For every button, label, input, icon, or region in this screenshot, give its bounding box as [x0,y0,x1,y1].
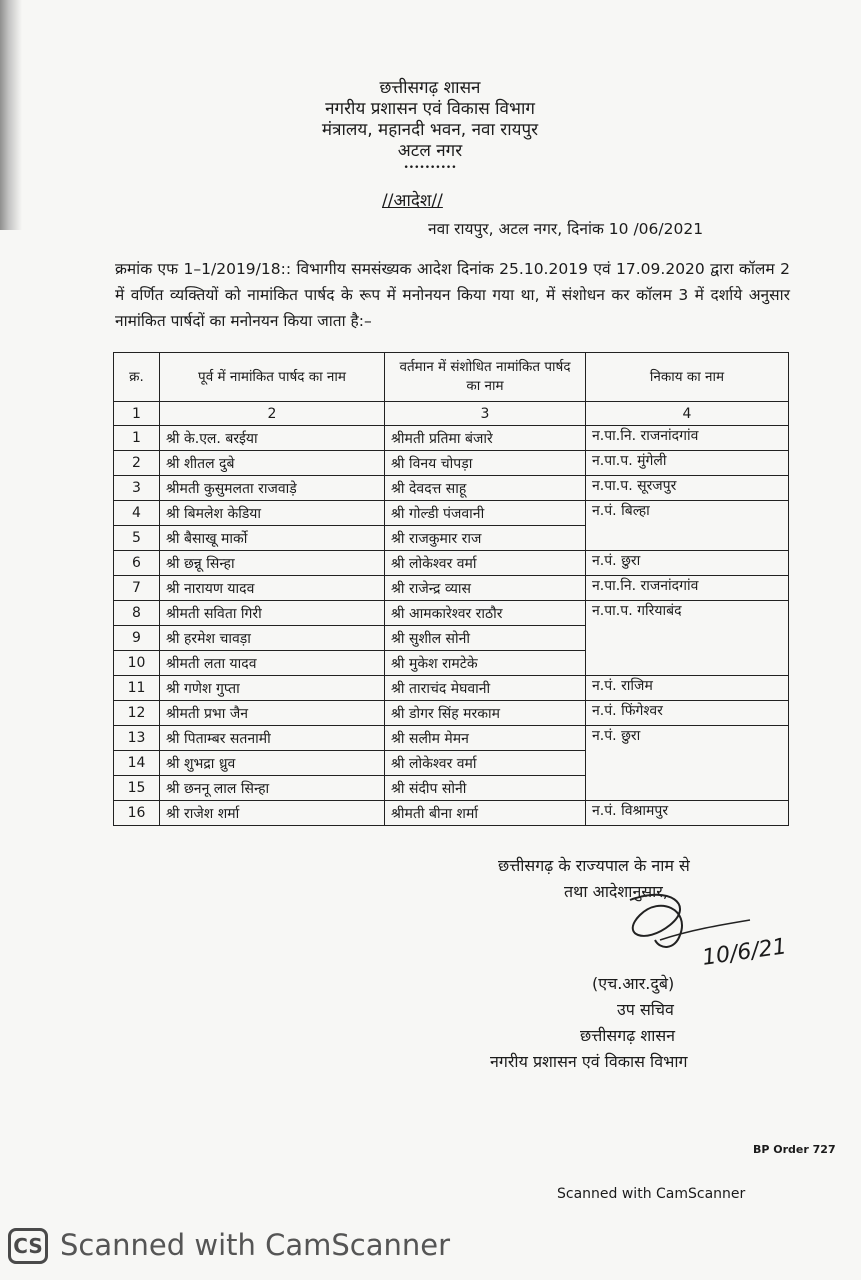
row-current-councillor: श्री ताराचंद मेघवानी [385,676,586,701]
row-previous-councillor: श्रीमती प्रभा जैन [160,701,385,726]
table-row [114,801,789,826]
signatory-government: छत्तीसगढ़ शासन [580,1026,676,1045]
row-current-councillor: श्री सुशील सोनी [385,626,586,651]
row-current-councillor: श्रीमती प्रतिमा बंजारे [385,426,586,451]
row-local-body: न.पा.नि. राजनांदगांव [586,426,789,451]
row-previous-councillor: श्रीमती लता यादव [160,651,385,676]
row-previous-councillor: श्री नारायण यादव [160,576,385,601]
header-block [230,78,630,174]
row-local-body: न.पं. विश्रामपुर [586,801,789,826]
row-current-councillor: श्री राजेन्द्र व्यास [385,576,586,601]
nominations-table [113,352,789,826]
table-row [114,676,789,701]
header-ministry: मंत्रालय, महानदी भवन, नवा रायपुर [321,120,539,140]
row-local-body: न.पं. छुरा [586,551,789,576]
row-previous-councillor: श्री छन्नू सिन्हा [160,551,385,576]
row-sno: 12 [114,701,160,726]
camscanner-watermark: Scanned with CamScanner [60,1228,451,1262]
row-current-councillor: श्री देवदत्त साहू [385,476,586,501]
row-sno: 3 [114,476,160,501]
signature-authority: छत्तीसगढ़ के राज्यपाल के नाम से [498,856,690,875]
row-sno: 2 [114,451,160,476]
row-previous-councillor: श्री शीतल दुबे [160,451,385,476]
row-previous-councillor: श्री पिताम्बर सतनामी [160,726,385,751]
table-row [114,501,789,526]
row-current-councillor: श्री गोल्डी पंजवानी [385,501,586,526]
row-sno: 16 [114,801,160,826]
signatory-name: (एच.आर.दुबे) [592,974,675,993]
row-previous-councillor: श्रीमती कुसुमलता राजवाड़े [160,476,385,501]
colnum-2: 2 [160,402,385,426]
row-current-councillor: श्री मुकेश रामटेके [385,651,586,676]
row-previous-councillor: श्री हरमेश चावड़ा [160,626,385,651]
row-sno: 6 [114,551,160,576]
row-current-councillor: श्री लोकेश्वर वर्मा [385,751,586,776]
row-sno: 5 [114,526,160,551]
row-current-councillor: श्री विनय चोपड़ा [385,451,586,476]
header-current: वर्तमान में संशोधित नामांकित पार्षद का नाम [385,353,586,402]
table-row [114,601,789,626]
table-row [114,551,789,576]
row-sno: 7 [114,576,160,601]
row-sno: 13 [114,726,160,751]
header-dots: •••••••••• [403,163,457,173]
table-header-row [114,353,789,402]
handwritten-date: 10/6/21 [700,934,789,971]
table-row [114,476,789,501]
row-current-councillor: श्री आमकारेश्वर राठौर [385,601,586,626]
row-previous-councillor: श्रीमती सविता गिरी [160,601,385,626]
table-row [114,576,789,601]
row-sno: 11 [114,676,160,701]
header-body: निकाय का नाम [586,353,789,402]
row-previous-councillor: श्री छननू लाल सिन्हा [160,776,385,801]
order-body: क्रमांक एफ 1–1/2019/18:: विभागीय समसंख्यक आदेश दिनांक 25.10.2019 एवं 17.09.2020 द्वारा कॉलम 2 में वर्णित व्यक्तियों को नामांकित पार्षद के रूप में मनोनयन किया गया था, में संशोधन कर कॉलम 3 में दर्शाये अनुसार नामांकित पार्षदों का मनोनयन किया जाता है:– [115,260,790,330]
header-city: अटल नगर [397,141,463,161]
signatory-designation: उप सचिव [617,1000,674,1019]
row-sno: 14 [114,751,160,776]
header-department: नगरीय प्रशासन एवं विकास विभाग [325,99,535,119]
row-local-body: न.पा.प. सूरजपुर [586,476,789,501]
place-date: नवा रायपुर, अटल नगर, दिनांक 10 /06/2021 [428,220,704,238]
row-sno: 4 [114,501,160,526]
row-local-body: न.पा.प. गरियाबंद [586,601,789,676]
row-sno: 8 [114,601,160,626]
row-previous-councillor: श्री गणेश गुप्ता [160,676,385,701]
row-local-body: न.पा.नि. राजनांदगांव [586,576,789,601]
row-previous-councillor: श्री के.एल. बरईया [160,426,385,451]
row-sno: 9 [114,626,160,651]
row-current-councillor: श्री संदीप सोनी [385,776,586,801]
row-previous-councillor: श्री बिमलेश केडिया [160,501,385,526]
scan-edge-shadow [0,0,22,230]
row-current-councillor: श्री राजकुमार राज [385,526,586,551]
row-sno: 15 [114,776,160,801]
row-local-body: न.पं. छुरा [586,726,789,801]
colnum-4: 4 [586,402,789,426]
scanner-footer: Scanned with CamScanner [557,1186,746,1202]
signatory-department: नगरीय प्रशासन एवं विकास विभाग [490,1052,688,1071]
colnum-3: 3 [385,402,586,426]
table-row [114,701,789,726]
row-previous-councillor: श्री शुभद्रा ध्रुव [160,751,385,776]
colnum-1: 1 [114,402,160,426]
header-sno: क्र. [114,353,160,402]
row-previous-councillor: श्री राजेश शर्मा [160,801,385,826]
row-current-councillor: श्री लोकेश्वर वर्मा [385,551,586,576]
row-current-councillor: श्री सलीम मेमन [385,726,586,751]
row-sno: 10 [114,651,160,676]
table-row [114,426,789,451]
order-stamp: BP Order 727 [753,1143,836,1156]
row-current-councillor: श्री डोगर सिंह मरकाम [385,701,586,726]
signature-order: तथा आदेशानुसार, [564,882,668,901]
row-previous-councillor: श्री बैसाखू मार्को [160,526,385,551]
column-number-row [114,402,789,426]
table-row [114,451,789,476]
row-sno: 1 [114,426,160,451]
camscanner-logo-icon: CS [8,1228,48,1264]
table-row [114,726,789,751]
row-local-body: न.पा.प. मुंगेली [586,451,789,476]
header-government: छत्तीसगढ़ शासन [379,78,481,98]
row-current-councillor: श्रीमती बीना शर्मा [385,801,586,826]
header-previous: पूर्व में नामांकित पार्षद का नाम [160,353,385,402]
row-local-body: न.पं. राजिम [586,676,789,701]
order-title: //आदेश// [382,191,443,211]
row-local-body: न.पं. बिल्हा [586,501,789,551]
row-local-body: न.पं. फिंगेश्वर [586,701,789,726]
